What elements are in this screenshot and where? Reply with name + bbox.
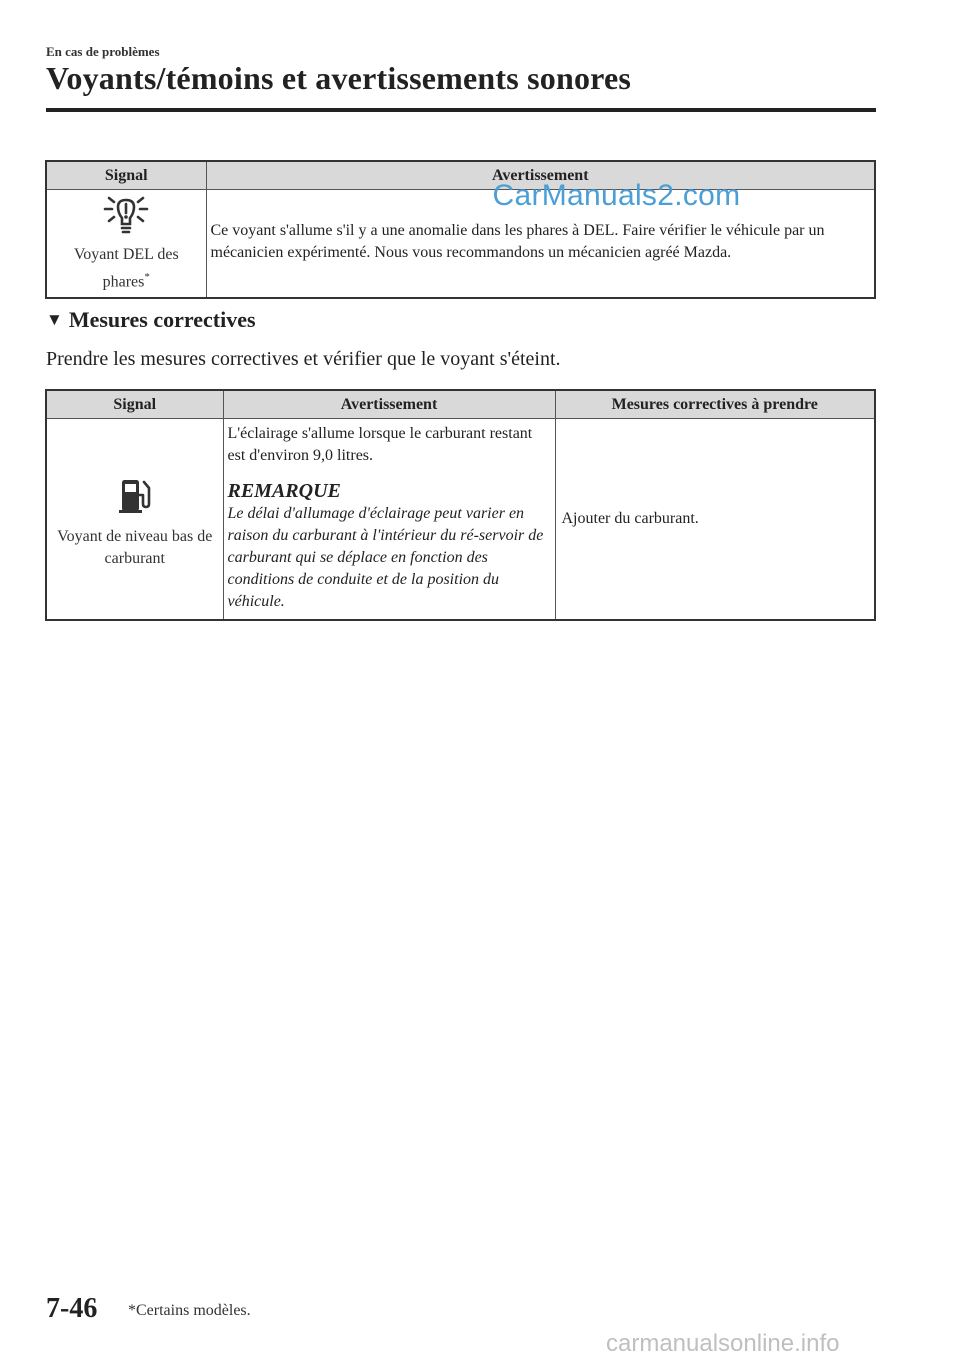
sub-heading (46, 307, 256, 333)
header-measures: Mesures correctives à prendre (555, 390, 875, 419)
corrective-action-cell (555, 419, 875, 621)
header-warning: Avertissement (206, 161, 875, 190)
watermark-carmanuals2: CarManuals2.com (492, 179, 741, 212)
warning-description-cell (223, 419, 555, 621)
title-divider (46, 108, 876, 112)
sub-heading-text: Mesures correctives (68, 307, 256, 332)
warning-table-led (45, 160, 876, 299)
triangle-marker-icon: ▼ (46, 310, 63, 329)
header-signal: Signal (46, 390, 223, 419)
signal-label-led: Voyant DEL des phares (73, 246, 179, 291)
header-warning: Avertissement (223, 390, 555, 419)
section-label: En cas de problèmes (46, 44, 160, 59)
fuel-pump-icon (115, 475, 155, 515)
footnote: *Certains modèles. (128, 1302, 251, 1319)
corrective-action-text: Ajouter du carburant. (561, 510, 699, 527)
remark-text: Le délai d'allumage d'éclairage peut varier en raison du carburant à l'intérieur du ré-servoir de carburant qui se déplace en fonction des conditions de conduite et de la position du véhicule. (227, 505, 544, 610)
corrective-measures-table (45, 389, 876, 621)
remark-title: REMARQUE (227, 480, 341, 502)
warning-description-cell (206, 179, 875, 299)
page-number: 7-46 (46, 1293, 98, 1324)
intro-text: Prendre les mesures correctives et vérifier que le voyant s'éteint. (46, 348, 561, 370)
warning-description-led: Ce voyant s'allume s'il y a une anomalie dans les phares à DEL. Faire vérifier le véhicule par un mécanicien expérimenté. Nous vous recommandons un mécanicien agréé Mazda. (210, 222, 825, 261)
footer-watermark: carmanualsonline.info (606, 1330, 840, 1357)
asterisk-marker: * (144, 271, 150, 283)
header-signal: Signal (46, 161, 206, 190)
signal-cell (46, 190, 206, 299)
led-headlight-warning-icon (101, 196, 151, 236)
warning-description-fuel: L'éclairage s'allume lorsque le carburant restant est d'environ 9,0 litres. (227, 425, 533, 464)
page-title: Voyants/témoins et avertissements sonores (46, 60, 632, 96)
signal-cell (46, 419, 223, 621)
signal-label-fuel: Voyant de niveau bas de carburant (57, 527, 213, 567)
